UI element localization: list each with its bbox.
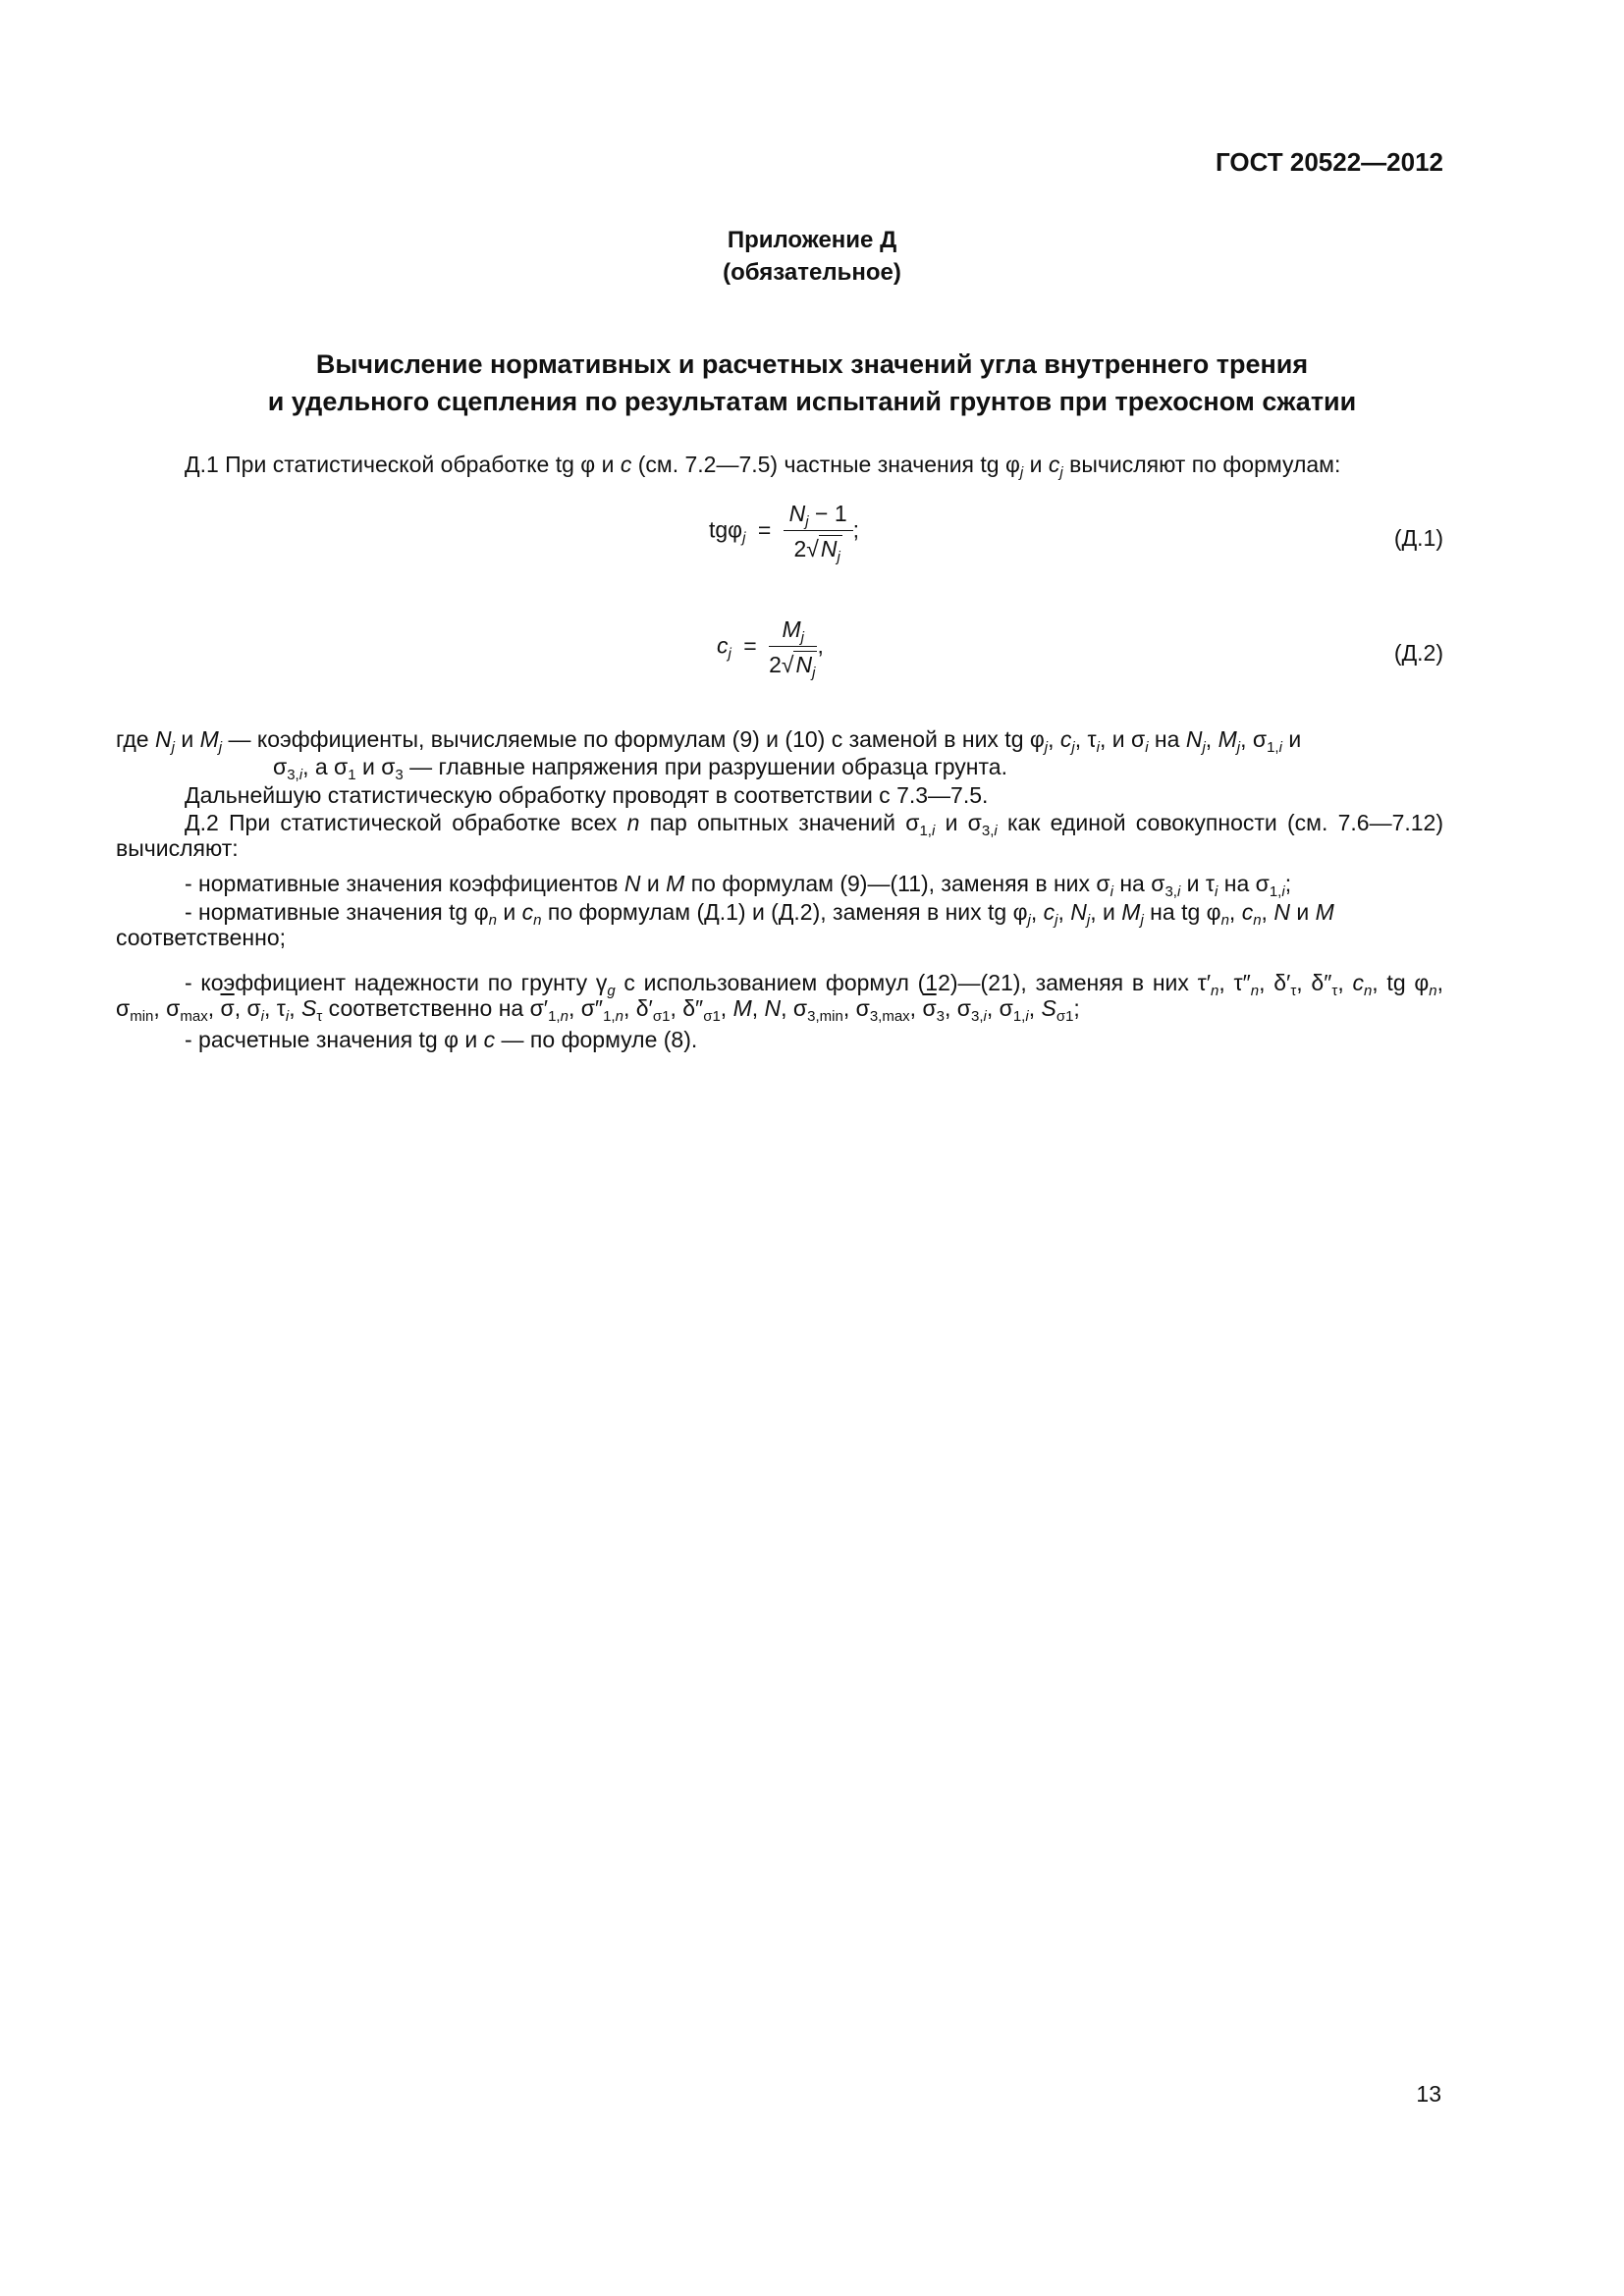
formula-d2-fraction: $\frac{M_j}{2√N_j}$ <box>769 616 816 681</box>
formula-d1-num-tail: − 1 <box>808 501 847 526</box>
formula-d2-den-coef: 2 <box>769 652 782 677</box>
formula-d1-lhs-sub: j <box>742 529 746 547</box>
paragraph-d2: Д.2 При статистической обработке всех n пар опытных значений $\sigma_{1,i}$ и $\sigma_{3,i}$ как единой совокупности (см. 7.6—7.12) вычисляют: <box>116 810 1444 861</box>
formula-d2-tail: , <box>817 632 824 659</box>
annex-title <box>0 346 1624 420</box>
formula-d2-lhs: c <box>717 632 729 659</box>
page-number: 13 <box>1416 2081 1441 2107</box>
formula-d2-lhs-sub: j <box>728 645 731 663</box>
formula-d2-den-rad-sub: j <box>812 665 816 681</box>
formula-d1-number: (Д.1) <box>1393 525 1443 551</box>
formula-d2-num: M <box>782 616 801 642</box>
list-item-reliability-coefficient: - коэффициент надежности по грунту $\gamma_g$ с использованием формул (12)—(21), заменяя в них $\tau'_n$, $\tau''_n$, $\delta'_\tau$, $\delta''_\tau$, $c_n$, tg $\varphi_n$, $\sigma_{min}$, $\sigma_{max}$, $\overline{\sigma}$, $\sigma_i$, $\tau_i$, $S_\tau$ соответственно на $\sigma'_{1,n}$, $\sigma''_{1,n}$, $\delta'_{\sigma 1}$, $\delta''_{\sigma 1}$, M, N, $\sigma_{3,min}$, $\sigma_{3,max}$, $\overline{\sigma}_3$, $\sigma_{3,i}$, $\sigma_{1,i}$, $S_{\sigma 1}$; <box>116 970 1444 1025</box>
standard-code: ГОСТ 20522—2012 <box>1216 147 1443 177</box>
formula-d1-tail: ; <box>852 516 860 543</box>
formula-d1-num: N <box>788 501 806 526</box>
formula-d2-den-rad: N <box>795 652 813 677</box>
formula-d1-fraction: $\frac{N_j - 1}{2√N_j}$ <box>784 501 853 562</box>
formula-d1: tgφ$_j$ = $\frac{N_j - 1}{2√N_j}$ ; <box>709 501 860 565</box>
where-clause-line-1: где $N_j$ и $M_j$ — коэффициенты, вычисляемые по формулам (9) и (10) с заменой в них tg $\varphi_j$, $c_j$, $\tau_i$, и $\sigma_i$ на $N_j$, $M_j$, $\sigma_{1,i}$ и <box>116 726 1302 756</box>
where-clause-line-2: $\sigma_{3,i}$, а $\sigma_1$ и $\sigma_3$ — главные напряжения при разрушении образца грунта. <box>273 754 1007 783</box>
formula-d2: $c_j$ = $\frac{M_j}{2√N_j}$ , <box>717 616 824 681</box>
formula-d1-den-coef: 2 <box>793 536 807 561</box>
formula-d2-num-sub: j <box>800 629 805 646</box>
annex-heading <box>0 224 1624 289</box>
formula-d1-lhs: tgφ <box>709 516 743 543</box>
list-item-normative-coefficients: - нормативные значения коэффициентов N и M по формулам (9)—(11), заменяя в них $\sigma_i$ на $\sigma_{3,i}$ и $\tau_i$ на $\sigma_{1,i}$; <box>185 871 1292 900</box>
annex-title-line-2: и удельного сцепления по результатам испытаний грунтов при трехосном сжатии <box>267 387 1357 416</box>
formula-d1-den-rad: N <box>820 536 838 561</box>
annex-label: Приложение Д <box>727 227 897 253</box>
formula-d1-den-rad-sub: j <box>837 549 840 565</box>
paragraph-d1: Д.1 При статистической обработке tg φ и c (см. 7.2—7.5) частные значения tg $\varphi_j$ и $c_j$ вычисляют по формулам: <box>185 452 1341 481</box>
annex-status: (обязательное) <box>723 259 901 286</box>
annex-title-line-1: Вычисление нормативных и расчетных значений угла внутреннего трения <box>315 349 1309 379</box>
formula-d2-number: (Д.2) <box>1393 640 1443 666</box>
list-item-normative-values: - нормативные значения tg $\varphi_n$ и $c_n$ по формулам (Д.1) и (Д.2), заменяя в них tg $\varphi_j$, $c_j$, $N_j$, и $M_j$ на tg $\varphi_n$, $c_n$, N и M соответственно; <box>116 899 1334 950</box>
paragraph-further-processing: Дальнейшую статистическую обработку проводят в соответствии с 7.3—7.5. <box>185 782 989 808</box>
formula-d1-num-sub: j <box>805 513 809 530</box>
list-item-design-values: - расчетные значения tg φ и c — по формуле (8). <box>185 1027 698 1052</box>
